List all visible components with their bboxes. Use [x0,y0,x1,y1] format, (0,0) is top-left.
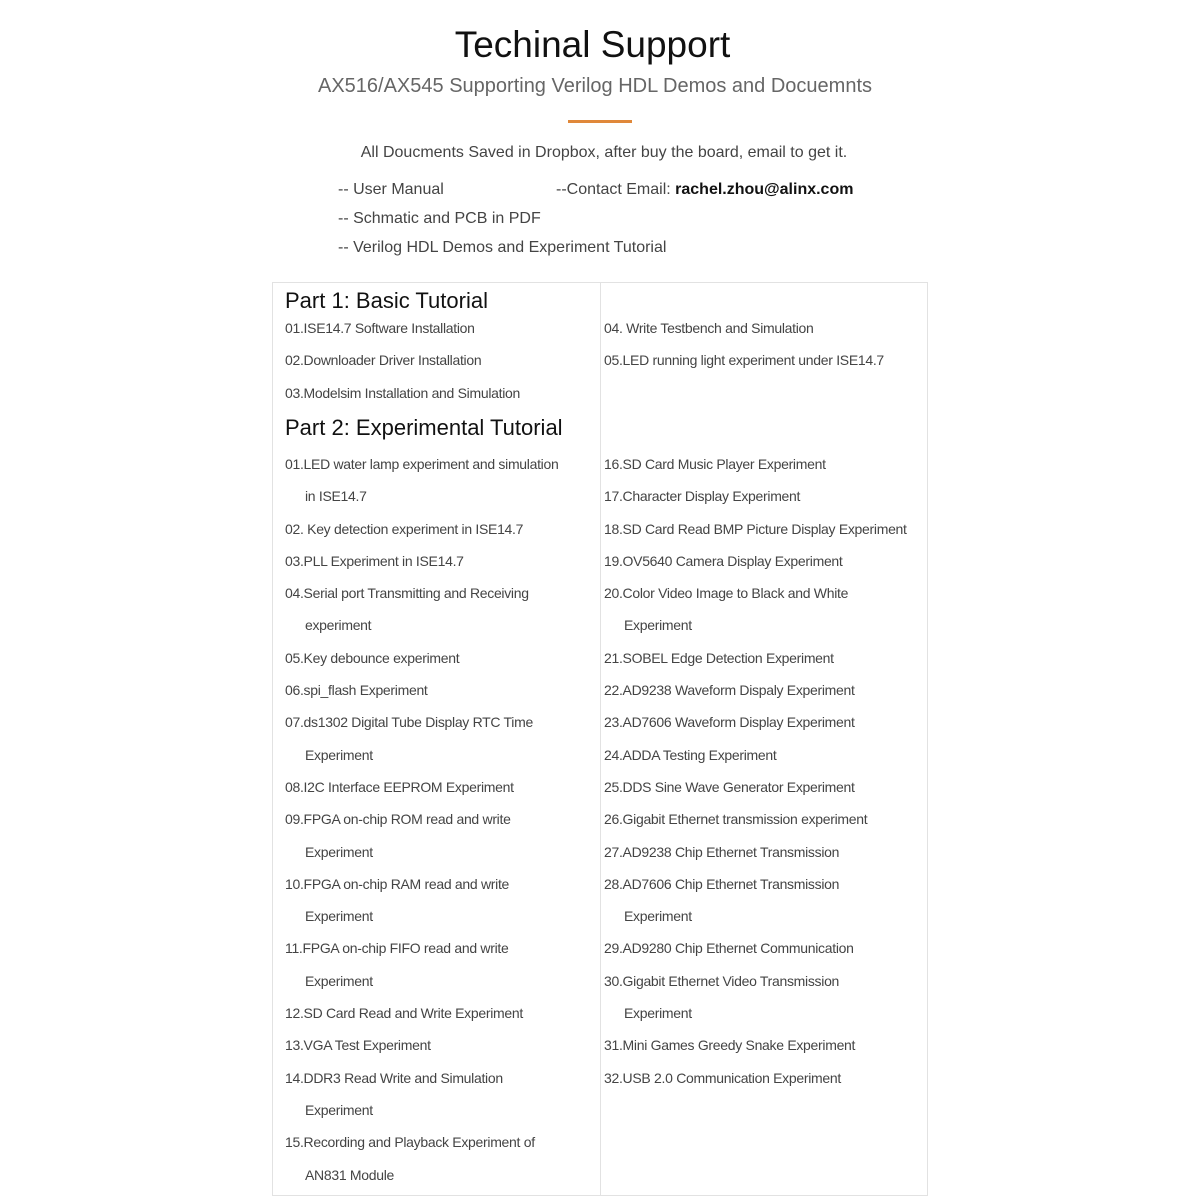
list-item: 03.PLL Experiment in ISE14.7 [285,552,464,569]
list-item: 03.Modelsim Installation and Simulation [285,384,520,401]
list-item: 12.SD Card Read and Write Experiment [285,1005,523,1022]
list-item: 32.USB 2.0 Communication Experiment [604,1069,841,1086]
list-item: 21.SOBEL Edge Detection Experiment [604,649,834,666]
list-item: 02.Downloader Driver Installation [285,352,482,369]
list-item: 06.spi_flash Experiment [285,682,428,699]
column-divider [600,282,601,1196]
part1-left-list [285,312,520,409]
list-item: 09.FPGA on-chip ROM read and write [285,811,511,828]
list-item: 18.SD Card Read BMP Picture Display Experiment [604,520,907,537]
list-item: 07.ds1302 Digital Tube Display RTC Time [285,714,533,731]
list-item: Experiment [624,1005,692,1022]
doc-item: -- Verilog HDL Demos and Experiment Tutorial [338,239,667,256]
list-item: Experiment [624,908,692,925]
list-item: 31.Mini Games Greedy Snake Experiment [604,1037,856,1054]
part1-heading: Part 1: Basic Tutorial [285,288,488,313]
intro-text: All Doucments Saved in Dropbox, after buy the board, email to get it. [360,144,848,161]
part2-left-list [285,448,558,1191]
list-item: experiment [305,617,372,634]
list-item: Experiment [305,908,373,925]
contact-label: --Contact Email: [556,181,676,198]
list-item: 19.OV5640 Camera Display Experiment [604,552,843,569]
list-item: 04. Write Testbench and Simulation [604,320,814,336]
list-item: 14.DDR3 Read Write and Simulation [285,1069,503,1086]
list-item: Experiment [624,617,692,634]
list-item: 16.SD Card Music Player Experiment [604,456,826,472]
list-item: 04.Serial port Transmitting and Receiving [285,585,529,602]
list-item: 17.Character Display Experiment [604,488,801,505]
contact-email[interactable]: rachel.zhou@alinx.com [675,181,854,198]
list-item: 20.Color Video Image to Black and White [604,585,849,602]
list-item: 02. Key detection experiment in ISE14.7 [285,520,524,537]
page-subtitle: AX516/AX545 Supporting Verilog HDL Demos and Docuemnts [317,75,873,97]
list-item: 11.FPGA on-chip FIFO read and write [285,940,509,957]
list-item: 23.AD7606 Waveform Display Experiment [604,714,855,731]
part1-right-list [604,312,884,377]
list-item: 25.DDS Sine Wave Generator Experiment [604,778,855,795]
list-item: 30.Gigabit Ethernet Video Transmission [604,972,840,989]
part2-right-list [604,448,907,1094]
page-title: Techinal Support [454,24,731,65]
list-item: 08.I2C Interface EEPROM Experiment [285,778,514,795]
list-item: 26.Gigabit Ethernet transmission experiment [604,811,868,828]
list-item: in ISE14.7 [305,488,367,505]
list-item: AN831 Module [305,1166,395,1183]
list-item: 15.Recording and Playback Experiment of [285,1134,535,1151]
list-item: 22.AD9238 Waveform Dispaly Experiment [604,682,855,699]
list-item: 01.ISE14.7 Software Installation [285,320,475,336]
list-item: Experiment [305,1101,373,1118]
contact-line [556,181,853,199]
list-item: 27.AD9238 Chip Ethernet Transmission [604,843,840,860]
accent-divider [568,120,632,123]
list-item: Experiment [305,972,373,989]
list-item: 05.Key debounce experiment [285,649,460,666]
doc-item: -- User Manual [338,181,444,198]
list-item: 01.LED water lamp experiment and simulation [285,456,559,472]
list-item: 10.FPGA on-chip RAM read and write [285,875,510,892]
list-item: Experiment [305,746,373,763]
list-item: 28.AD7606 Chip Ethernet Transmission [604,875,840,892]
list-item: 05.LED running light experiment under ISE14.7 [604,352,884,369]
part2-heading: Part 2: Experimental Tutorial [285,415,563,440]
list-item: 13.VGA Test Experiment [285,1037,431,1054]
list-item: 24.ADDA Testing Experiment [604,746,777,763]
list-item: 29.AD9280 Chip Ethernet Communication [604,940,854,957]
doc-item: -- Schmatic and PCB in PDF [338,210,541,227]
list-item: Experiment [305,843,373,860]
